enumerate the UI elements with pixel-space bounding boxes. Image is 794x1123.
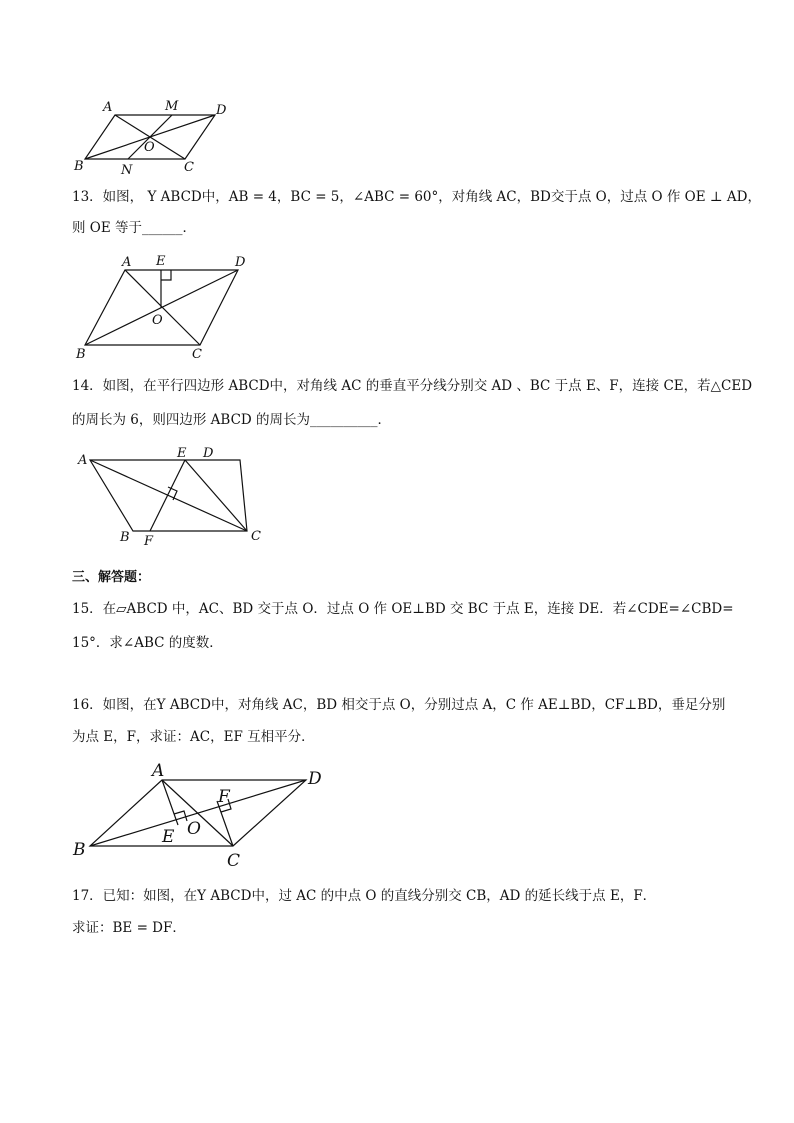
label-e: E [156, 254, 166, 269]
label-a: A [103, 100, 113, 115]
label-a: A [78, 453, 88, 468]
right-angle-mark [168, 487, 177, 500]
label-e: E [162, 827, 175, 847]
label-d: D [308, 769, 322, 789]
label-d: D [203, 446, 214, 461]
q17-line2: 求证：BE = DF． [72, 920, 186, 936]
diagonal-ac [90, 460, 247, 531]
label-c: C [192, 347, 202, 362]
label-d: D [235, 255, 246, 270]
label-e: E [177, 446, 187, 461]
figure-q13 [70, 250, 260, 365]
label-b: B [76, 347, 86, 362]
q17-line1: 17．已知：如图，在Y ABCD中，过 AC 的中点 O 的直线分别交 CB，AD 的延长线于点 E，F． [72, 888, 657, 904]
label-o: O [152, 313, 163, 328]
label-a: A [152, 761, 165, 781]
label-c: C [251, 529, 261, 544]
q13-line1: 13．如图， Y ABCD中，AB = 4，BC = 5，∠ABC = 60°，对角线 AC，BD交于点 O，过点 O 作 OE ⊥ AD， [72, 189, 761, 205]
label-o: O [144, 140, 155, 155]
segment-ce [185, 460, 247, 531]
q15-line2: 15°．求∠ABC 的度数． [72, 635, 223, 651]
label-b: B [120, 530, 130, 545]
label-b: B [74, 159, 84, 174]
q13-line2: 则 OE 等于______． [72, 220, 197, 236]
q14-line1: 14．如图，在平行四边形 ABCD中，对角线 AC 的垂直平分线分别交 AD 、BC 于点 E、F，连接 CE，若△CED [72, 378, 753, 394]
figure-parallelogram-mn [70, 95, 240, 180]
label-f: F [144, 534, 154, 549]
label-c: C [184, 160, 194, 175]
q16-line2: 为点 E，F，求证：AC，EF 互相平分． [72, 729, 315, 745]
segment-ef [150, 460, 185, 531]
q14-line2: 的周长为 6，则四边形 ABCD 的周长为__________． [72, 412, 392, 428]
figure-q14 [70, 440, 280, 550]
q15-line1: 15．在▱ABCD 中，AC、BD 交于点 O．过点 O 作 OE⊥BD 交 BC 于点 E，连接 DE．若∠CDE=∠CBD= [72, 601, 734, 617]
label-c: C [227, 851, 241, 871]
q16-line1: 16．如图，在Y ABCD中，对角线 AC，BD 相交于点 O，分别过点 A，C 作 AE⊥BD，CF⊥BD，垂足分别 [72, 697, 726, 713]
label-f: F [218, 787, 230, 807]
figure-q16 [70, 760, 340, 875]
section-title: 三、解答题： [72, 570, 151, 585]
right-angle-mark [161, 270, 171, 280]
label-o: O [187, 819, 201, 839]
label-n: N [121, 163, 133, 178]
label-b: B [73, 840, 86, 860]
label-m: M [165, 99, 179, 114]
label-a: A [122, 255, 132, 270]
label-d: D [216, 103, 227, 118]
